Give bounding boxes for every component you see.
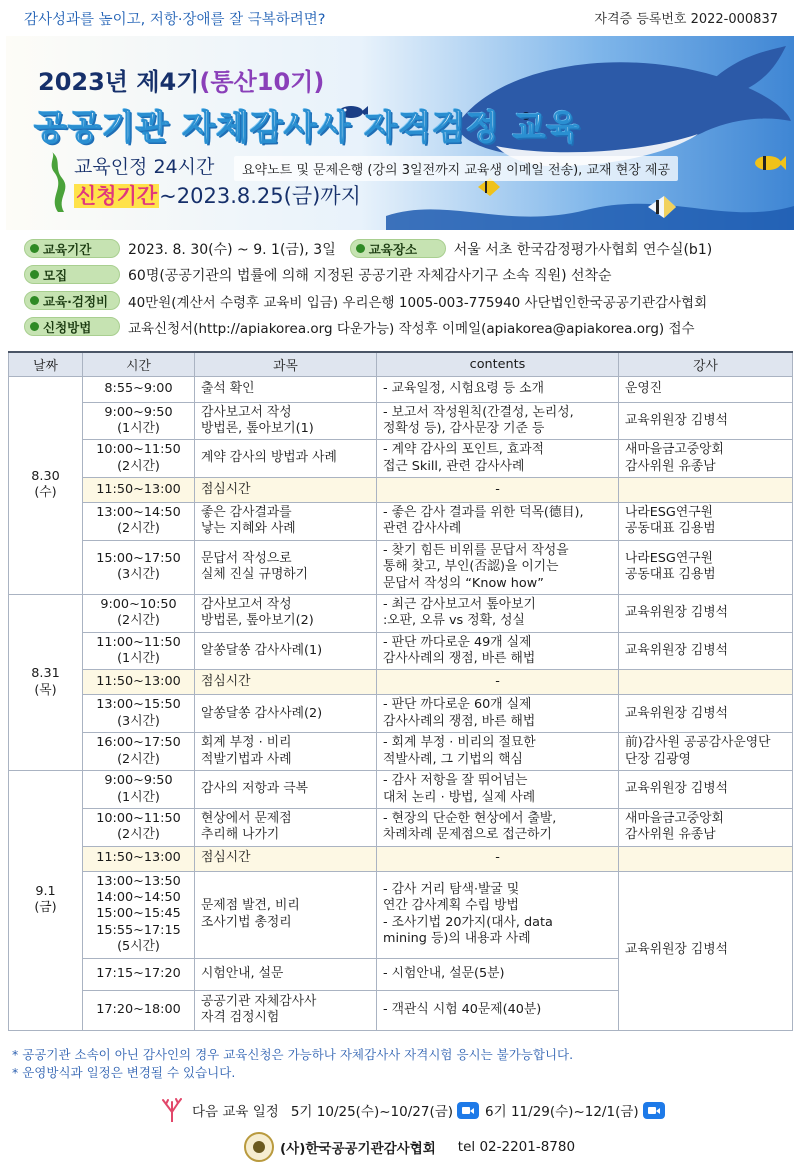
subject-cell: 문답서 작성으로 실체 진실 규명하기: [195, 540, 377, 594]
lecturer-cell: 교육위원장 김병석: [619, 402, 793, 440]
telephone: tel 02-2201-8780: [457, 1139, 576, 1155]
column-header-contents: contents: [377, 352, 619, 376]
time-cell: 8:55~9:00: [83, 376, 195, 402]
column-header-lecturer: 강사: [619, 352, 793, 376]
contents-cell: - 객관식 시험 40문제(40분): [377, 990, 619, 1030]
hero-banner: [6, 36, 794, 230]
contents-cell: - 감사 거리 탐색·발굴 및 연간 감사계획 수립 방법 - 조사기법 20가지(대사, data mining 등)의 내용과 사례: [377, 871, 619, 958]
time-cell: 13:00~14:50 (2시간): [83, 503, 195, 541]
lecturer-cell: [619, 478, 793, 503]
table-row: [9, 440, 793, 478]
course-info: [24, 236, 784, 340]
banner-title-line2: 공공기관 자체감사사 자격검정 교육: [34, 108, 581, 148]
subject-cell: 감사의 저항과 극복: [195, 771, 377, 809]
contents-cell: - 계약 감사의 포인트, 효과적 접근 Skill, 관련 감사사례: [377, 440, 619, 478]
table-row: [9, 871, 793, 958]
date-cell: 9.1 (금): [9, 771, 83, 1030]
lecturer-cell: 나라ESG연구원 공동대표 김용범: [619, 503, 793, 541]
lecturer-cell: 교육위원장 김병석: [619, 632, 793, 670]
table-row: [9, 376, 793, 402]
bullet-icon: [356, 244, 365, 253]
application-period-label: 신청기간: [76, 184, 158, 208]
table-row: [9, 771, 793, 809]
wave-decoration: [386, 186, 794, 230]
top-header: [0, 0, 800, 36]
info-label-period: 교육기간: [24, 239, 120, 258]
contents-cell: - 감사 저항을 잘 뛰어넘는 대처 논리 · 방법, 실제 사례: [377, 771, 619, 809]
time-cell: 11:00~11:50 (1시간): [83, 632, 195, 670]
materials-note: 요약노트 및 문제은행 (강의 3일전까지 교육생 이메일 전송), 교재 현장 제공: [234, 156, 678, 181]
column-header-subject: 과목: [195, 352, 377, 376]
subject-cell: 회계 부정 · 비리 적발기법과 사례: [195, 733, 377, 771]
info-value-place: 서울 서초 한국감정평가사협회 연수실(b1): [453, 241, 713, 258]
tagline: 감사성과를 높이고, 저항·장애를 잘 극복하려면?: [24, 12, 326, 28]
contents-cell: - 판단 까다로운 60개 실제 감사사례의 쟁점, 바른 해법: [377, 695, 619, 733]
contents-cell: -: [377, 670, 619, 695]
info-row-apply: [24, 314, 784, 339]
next-schedule: [160, 1098, 671, 1122]
organization-name: (사)한국공공기관감사협회: [280, 1141, 436, 1157]
banner-title-cumulative: (통산10기): [199, 68, 325, 96]
schedule-body: [9, 376, 793, 1030]
contents-cell: - 회계 부정 · 비리의 절묘한 적발사례, 그 기법의 핵심: [377, 733, 619, 771]
table-row: [9, 402, 793, 440]
lecturer-cell: 교육위원장 김병석: [619, 771, 793, 809]
lecturer-cell: 前)감사원 공공감사운영단 단장 김광영: [619, 733, 793, 771]
footnotes: [12, 1046, 573, 1082]
table-header-row: [9, 352, 793, 376]
next-schedule-label: 다음 교육 일정: [192, 1104, 279, 1120]
time-cell: 15:00~17:50 (3시간): [83, 540, 195, 594]
date-cell: 8.31 (목): [9, 594, 83, 770]
next-schedule-item: 6기 11/29(수)~12/1(금): [485, 1104, 639, 1120]
banner-title-line1: [38, 62, 324, 97]
subject-cell: 출석 확인: [195, 376, 377, 402]
contents-cell: - 좋은 감사 결과를 위한 덕목(德目), 관련 감사사례: [377, 503, 619, 541]
time-cell: 10:00~11:50 (2시간): [83, 808, 195, 846]
time-cell: 9:00~10:50 (2시간): [83, 594, 195, 632]
lecturer-cell: 새마을금고중앙회 감사위원 유종남: [619, 808, 793, 846]
contents-cell: - 시험안내, 설문(5분): [377, 958, 619, 990]
subject-cell: 공공기관 자체감사사 자격 검정시험: [195, 990, 377, 1030]
lunch-row: [9, 670, 793, 695]
table-row: [9, 540, 793, 594]
table-row: [9, 695, 793, 733]
schedule-table: [8, 351, 793, 1031]
footnote: * 공공기관 소속이 아닌 감사인의 경우 교육신청은 가능하나 자체감사사 자격시험 응시는 불가능합니다.: [12, 1047, 574, 1062]
time-cell: 10:00~11:50 (2시간): [83, 440, 195, 478]
subject-cell: 문제점 발견, 비리 조사기법 총정리: [195, 871, 377, 958]
contents-cell: -: [377, 846, 619, 871]
info-label-place: 교육장소: [350, 239, 446, 258]
table-row: [9, 503, 793, 541]
footer: [244, 1132, 575, 1162]
lecturer-cell: 교육위원장 김병석: [619, 594, 793, 632]
contents-cell: - 찾기 힘든 비위를 문답서 작성을 통해 찾고, 부인(否認)을 이기는 문답서 작성의 “Know how”: [377, 540, 619, 594]
application-period-value: ~2023.8.25(금)까지: [159, 184, 361, 208]
application-period: [74, 180, 361, 210]
table-row: [9, 594, 793, 632]
info-value-apply: 교육신청서(http://apiakorea.org 다운가능) 작성후 이메일(apiakorea@apiakorea.org) 접수: [128, 320, 695, 337]
subject-cell: 점심시간: [195, 478, 377, 503]
time-cell: 16:00~17:50 (2시간): [83, 733, 195, 771]
lecturer-cell: 교육위원장 김병석: [619, 695, 793, 733]
contents-cell: - 판단 까다로운 49개 실제 감사사례의 쟁점, 바른 해법: [377, 632, 619, 670]
info-row-recruit: [24, 262, 784, 287]
time-cell: 17:20~18:00: [83, 990, 195, 1030]
time-cell: 11:50~13:00: [83, 670, 195, 695]
contents-cell: - 보고서 작성원칙(간결성, 논리성, 정확성 등), 감사문장 기준 등: [377, 402, 619, 440]
next-schedule-item: 5기 10/25(수)~10/27(금): [290, 1104, 454, 1120]
seaweed-icon: [42, 152, 74, 212]
lecturer-cell: 운영진: [619, 376, 793, 402]
lecturer-cell: 교육위원장 김병석: [619, 871, 793, 1030]
info-value-fee: 40만원(계산서 수령후 교육비 입금) 우리은행 1005-003-775940 사단법인한국공공기관감사협회: [128, 294, 708, 311]
info-value-recruit: 60명(공공기관의 법률에 의해 지정된 공공기관 자체감사기구 소속 직원) 선착순: [128, 267, 612, 284]
time-cell: 11:50~13:00: [83, 846, 195, 871]
lecturer-cell: [619, 670, 793, 695]
info-label-apply: 신청방법: [24, 317, 120, 336]
lunch-row: [9, 846, 793, 871]
registration-number: 자격증 등록번호 2022-000837: [594, 12, 778, 27]
fish-icon: [754, 154, 786, 172]
info-label-fee: 교육·검정비: [24, 291, 120, 310]
bullet-icon: [30, 270, 39, 279]
lecturer-cell: 새마을금고중앙회 감사위원 유종남: [619, 440, 793, 478]
column-header-date: 날짜: [9, 352, 83, 376]
time-cell: 17:15~17:20: [83, 958, 195, 990]
footnote: * 운영방식과 일정은 변경될 수 있습니다.: [12, 1065, 236, 1081]
subject-cell: 좋은 감사결과를 낳는 지혜와 사례: [195, 503, 377, 541]
lunch-row: [9, 478, 793, 503]
zoom-video-icon: [457, 1102, 479, 1119]
education-hours: 교육인정 24시간: [74, 156, 215, 178]
table-row: [9, 632, 793, 670]
subject-cell: 계약 감사의 방법과 사례: [195, 440, 377, 478]
subject-cell: 점심시간: [195, 846, 377, 871]
contents-cell: - 현장의 단순한 현상에서 출발, 차례차례 문제점으로 접근하기: [377, 808, 619, 846]
table-row: [9, 808, 793, 846]
subject-cell: 알쏭달쏭 감사사례(1): [195, 632, 377, 670]
bullet-icon: [30, 244, 39, 253]
lecturer-cell: 나라ESG연구원 공동대표 김용범: [619, 540, 793, 594]
contents-cell: - 교육일정, 시험요령 등 소개: [377, 376, 619, 402]
info-row-period: [24, 236, 784, 261]
time-cell: 9:00~9:50 (1시간): [83, 402, 195, 440]
time-cell: 13:00~13:50 14:00~14:50 15:00~15:45 15:55~17:15 (5시간): [83, 871, 195, 958]
coral-icon: [160, 1098, 184, 1122]
subject-cell: 감사보고서 작성 방법론, 톺아보기(2): [195, 594, 377, 632]
banner-title-edition: 2023년 제4기: [38, 68, 200, 96]
subject-cell: 점심시간: [195, 670, 377, 695]
association-seal-icon: [244, 1132, 274, 1162]
time-cell: 9:00~9:50 (1시간): [83, 771, 195, 809]
contents-cell: -: [377, 478, 619, 503]
zoom-video-icon: [643, 1102, 665, 1119]
bullet-icon: [30, 322, 39, 331]
column-header-time: 시간: [83, 352, 195, 376]
info-value-period: 2023. 8. 30(수) ~ 9. 1(금), 3일: [128, 241, 336, 258]
subject-cell: 시험안내, 설문: [195, 958, 377, 990]
time-cell: 13:00~15:50 (3시간): [83, 695, 195, 733]
subject-cell: 감사보고서 작성 방법론, 톺아보기(1): [195, 402, 377, 440]
bullet-icon: [30, 296, 39, 305]
lecturer-cell: [619, 846, 793, 871]
subject-cell: 현상에서 문제점 추리해 나가기: [195, 808, 377, 846]
contents-cell: - 최근 감사보고서 톺아보기 :오판, 오류 vs 정확, 성실: [377, 594, 619, 632]
table-row: [9, 733, 793, 771]
time-cell: 11:50~13:00: [83, 478, 195, 503]
fish-icon: [646, 194, 678, 220]
date-cell: 8.30 (수): [9, 376, 83, 594]
subject-cell: 알쏭달쏭 감사사례(2): [195, 695, 377, 733]
info-label-recruit: 모집: [24, 265, 120, 284]
info-row-fee: [24, 288, 784, 313]
